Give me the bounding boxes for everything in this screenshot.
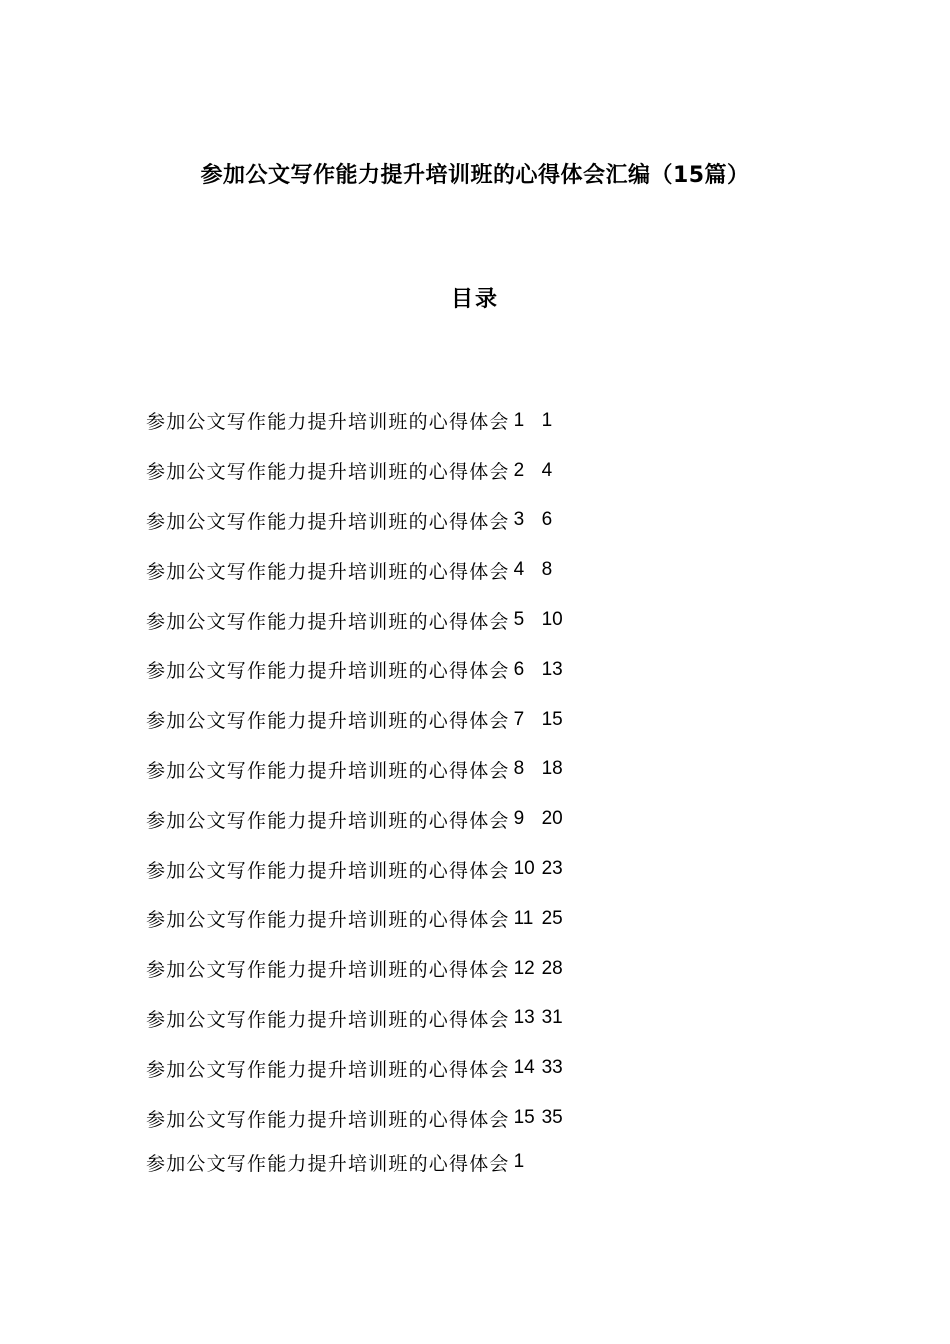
toc-entry[interactable] — [146, 645, 563, 695]
section-heading-number: 1 — [513, 1151, 525, 1172]
toc-entry[interactable] — [146, 396, 563, 446]
toc-entry-title: 参加公文写作能力提升培训班的心得体会 — [146, 560, 510, 583]
toc-entry-page: 10 — [541, 609, 563, 631]
toc-entry-title: 参加公文写作能力提升培训班的心得体会 — [146, 610, 510, 633]
toc-entry[interactable] — [146, 595, 563, 645]
toc-entry-number: 14 — [513, 1057, 535, 1079]
toc-entry-page: 35 — [541, 1107, 563, 1129]
toc-entry-title: 参加公文写作能力提升培训班的心得体会 — [146, 1108, 510, 1131]
toc-entry-title: 参加公文写作能力提升培训班的心得体会 — [146, 411, 510, 434]
toc-entry-page: 20 — [541, 808, 563, 830]
toc-entry-number: 13 — [513, 1007, 535, 1029]
toc-entry-title: 参加公文写作能力提升培训班的心得体会 — [146, 1058, 510, 1081]
toc-entry-number: 9 — [513, 808, 525, 830]
toc-entry-number: 8 — [513, 758, 525, 780]
toc-entry-page: 4 — [541, 459, 553, 481]
toc-entry-number: 2 — [513, 459, 525, 481]
toc-entry[interactable] — [146, 894, 563, 944]
toc-entry-page: 23 — [541, 858, 563, 880]
toc-entry[interactable] — [146, 545, 563, 595]
toc-entry-page: 31 — [541, 1007, 563, 1029]
toc-entry[interactable] — [146, 844, 563, 894]
toc-entry-title: 参加公文写作能力提升培训班的心得体会 — [146, 809, 510, 832]
toc-entry-title: 参加公文写作能力提升培训班的心得体会 — [146, 660, 510, 683]
toc-entry-page: 18 — [541, 758, 563, 780]
toc-entry-number: 6 — [513, 658, 525, 680]
toc-entry-title: 参加公文写作能力提升培训班的心得体会 — [146, 1008, 510, 1031]
toc-entry[interactable] — [146, 446, 563, 496]
toc-entry-page: 28 — [541, 957, 563, 979]
toc-entry-number: 12 — [513, 957, 535, 979]
toc-entry-title: 参加公文写作能力提升培训班的心得体会 — [146, 759, 510, 782]
table-of-contents — [146, 396, 563, 1143]
toc-entry-number: 15 — [513, 1107, 535, 1129]
toc-heading: 目录 — [450, 287, 499, 312]
toc-entry[interactable] — [146, 695, 563, 745]
toc-entry-number: 11 — [513, 907, 534, 929]
toc-entry-number: 7 — [513, 708, 525, 730]
toc-entry[interactable] — [146, 496, 563, 546]
section-heading-title: 参加公文写作能力提升培训班的心得体会 — [146, 1152, 510, 1175]
toc-entry-page: 25 — [541, 907, 563, 929]
toc-entry-title: 参加公文写作能力提升培训班的心得体会 — [146, 959, 510, 982]
toc-entry[interactable] — [146, 794, 563, 844]
first-section-heading — [146, 1144, 538, 1180]
toc-entry-title: 参加公文写作能力提升培训班的心得体会 — [146, 461, 510, 484]
toc-entry-title: 参加公文写作能力提升培训班的心得体会 — [146, 909, 510, 932]
toc-entry-number: 5 — [513, 609, 525, 631]
toc-entry-page: 15 — [541, 708, 563, 730]
toc-entry-number: 10 — [513, 858, 535, 880]
toc-entry-title: 参加公文写作能力提升培训班的心得体会 — [146, 510, 510, 533]
toc-entry-number: 1 — [513, 409, 525, 431]
document-title: 参加公文写作能力提升培训班的心得体会汇编（15篇） — [200, 163, 750, 188]
toc-entry[interactable] — [146, 944, 563, 994]
toc-entry-number: 3 — [513, 509, 525, 531]
toc-entry-title: 参加公文写作能力提升培训班的心得体会 — [146, 710, 510, 733]
toc-entry-page: 1 — [541, 409, 553, 431]
toc-entry-page: 13 — [541, 658, 563, 680]
toc-entry[interactable] — [146, 994, 563, 1044]
toc-entry-page: 6 — [541, 509, 553, 531]
toc-entry[interactable] — [146, 1093, 563, 1143]
toc-entry[interactable] — [146, 745, 563, 795]
toc-entry-page: 8 — [541, 559, 553, 581]
toc-entry-title: 参加公文写作能力提升培训班的心得体会 — [146, 859, 510, 882]
toc-entry[interactable] — [146, 1043, 563, 1093]
toc-entry-number: 4 — [513, 559, 525, 581]
toc-entry-page: 33 — [541, 1057, 563, 1079]
